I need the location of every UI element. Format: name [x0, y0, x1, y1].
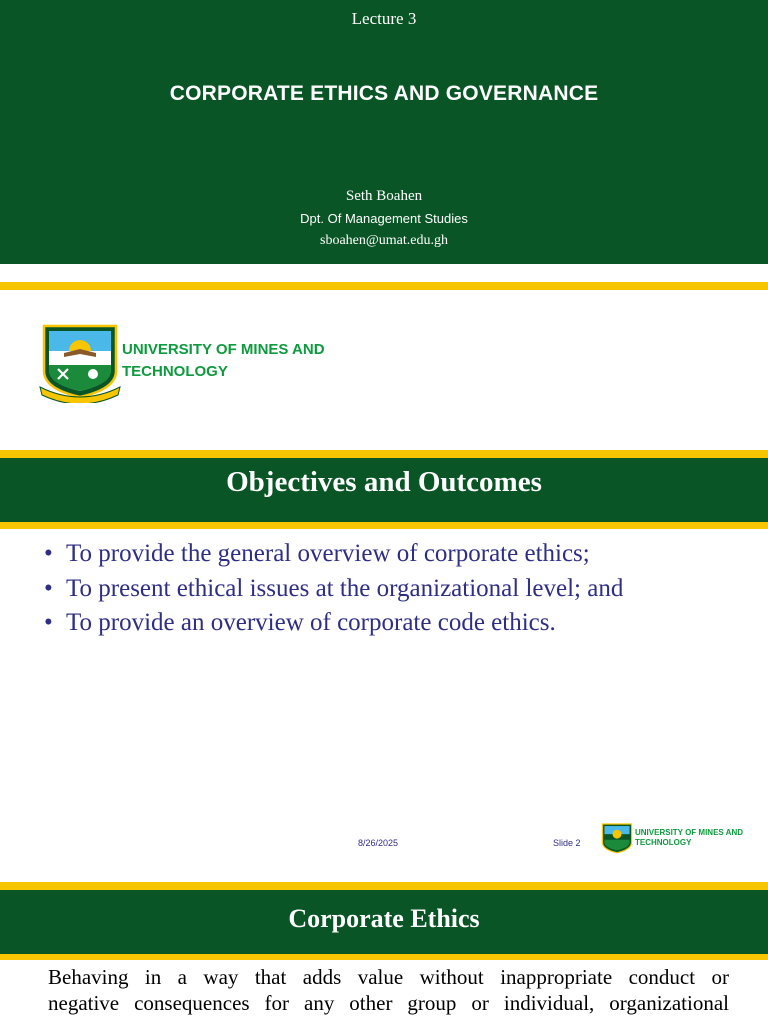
gold-divider — [0, 882, 768, 890]
university-crest-small-icon — [600, 822, 634, 856]
list-item — [44, 537, 623, 572]
author-email: sboahen@umat.edu.gh — [320, 233, 448, 248]
list-item — [44, 606, 623, 641]
gold-divider — [0, 450, 768, 458]
university-crest-icon — [38, 323, 122, 403]
lecture-number: Lecture 3 — [351, 9, 417, 28]
footer-slide-number: Slide 2 — [553, 838, 581, 848]
author-department: Dpt. Of Management Studies — [300, 211, 468, 226]
title-slide-header — [0, 0, 768, 264]
objective-text: To provide the general overview of corporate ethics; — [66, 540, 590, 567]
gold-divider — [0, 954, 768, 960]
objective-text: To provide an overview of corporate code ethics. — [66, 609, 556, 636]
footer-date: 8/26/2025 — [358, 838, 399, 848]
definition-line: negative consequences for any other group or individual, organizational — [48, 991, 729, 1015]
gold-divider — [0, 282, 768, 290]
definition-line: Behaving in a way that adds value without inappropriate conduct or — [48, 965, 729, 989]
objective-text: To present ethical issues at the organizational level; and — [66, 574, 624, 602]
footer-university-name — [635, 828, 743, 848]
list-item — [44, 572, 623, 607]
university-name-line1: UNIVERSITY OF MINES AND — [122, 341, 325, 358]
university-name — [122, 339, 325, 383]
bullet-icon: • — [44, 540, 53, 567]
footer-university-line1: UNIVERSITY OF MINES AND — [635, 828, 744, 837]
bullet-icon: • — [44, 574, 53, 602]
objectives-list — [44, 537, 623, 641]
corporate-ethics-title: Corporate Ethics — [288, 904, 480, 933]
gold-divider — [0, 522, 768, 529]
footer-university-line2: TECHNOLOGY — [635, 838, 692, 847]
bullet-icon: • — [44, 609, 53, 636]
university-name-line2: TECHNOLOGY — [122, 363, 228, 380]
objectives-title: Objectives and Outcomes — [226, 466, 542, 498]
author-name: Seth Boahen — [345, 188, 423, 204]
presentation-title: CORPORATE ETHICS AND GOVERNANCE — [169, 82, 599, 105]
corporate-ethics-definition — [48, 964, 729, 1016]
